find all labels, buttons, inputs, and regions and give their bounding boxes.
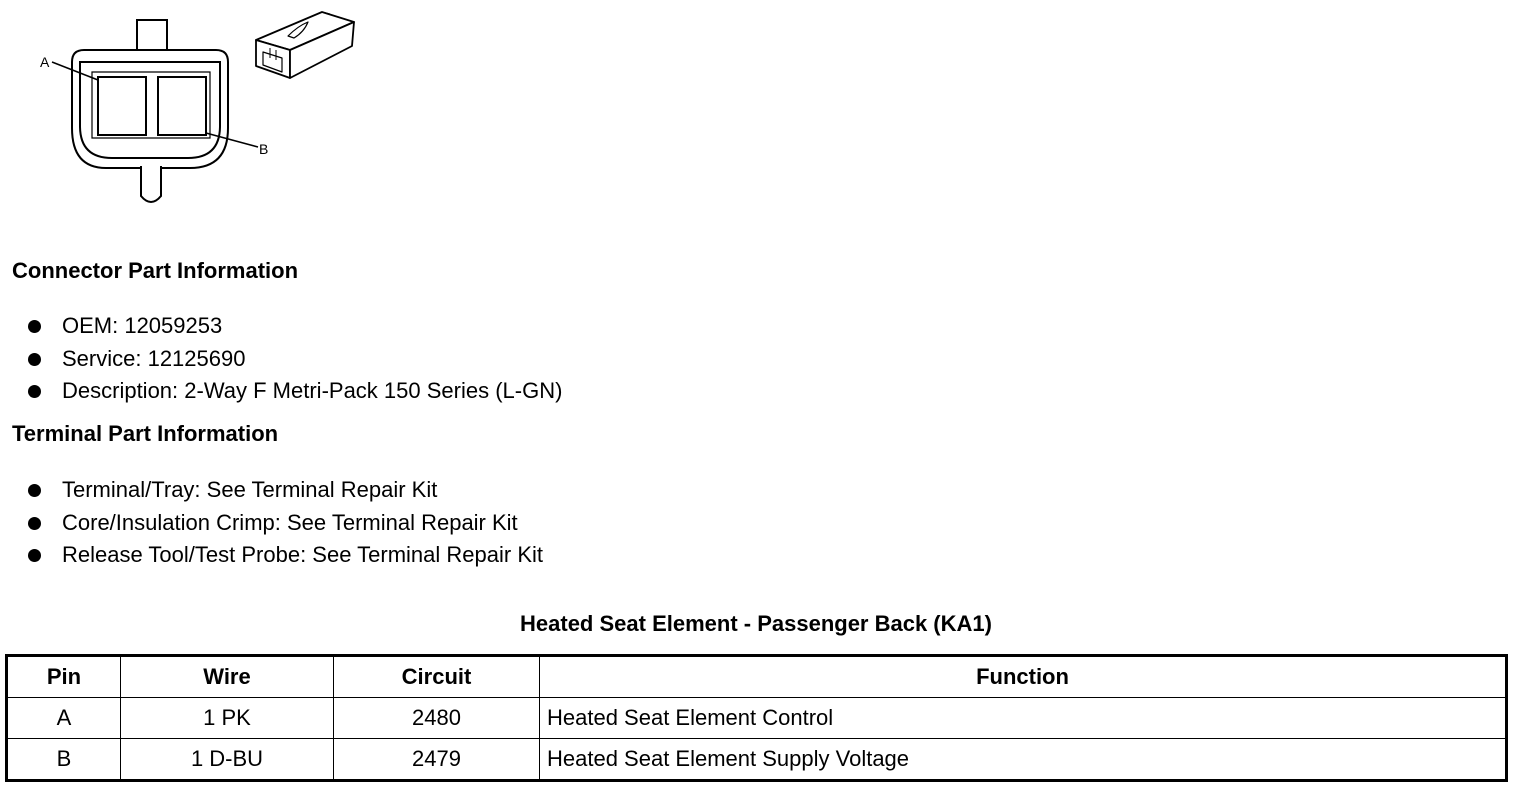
bullet-icon <box>28 353 41 366</box>
crimp-item: Core/Insulation Crimp: See Terminal Repair Kit <box>62 509 518 535</box>
wire-cell: 1 D-BU <box>121 739 334 781</box>
bullet-icon <box>28 320 41 333</box>
connector-info-heading: Connector Part Information <box>12 258 299 283</box>
connector-face-view <box>52 20 258 202</box>
bullet-icon <box>28 484 41 497</box>
pin-a-label: A <box>40 54 50 70</box>
column-header-pin: Pin <box>7 656 121 698</box>
table-header-row <box>7 656 1507 698</box>
bullet-icon <box>28 549 41 562</box>
pin-cell: B <box>7 739 121 781</box>
oem-item: OEM: 12059253 <box>62 313 223 338</box>
table-row <box>7 698 1507 739</box>
pin-b-label: B <box>259 141 269 157</box>
table-title: Heated Seat Element - Passenger Back (KA1) <box>520 611 992 636</box>
connector-isometric-view <box>256 12 354 78</box>
column-header-function: Function <box>540 656 1507 698</box>
service-item: Service: 12125690 <box>62 345 246 371</box>
list-item <box>28 311 562 344</box>
list-item <box>28 540 543 573</box>
column-header-circuit: Circuit <box>334 656 540 698</box>
terminal-info-heading: Terminal Part Information <box>12 421 279 446</box>
pin-cell: A <box>7 698 121 739</box>
column-header-wire: Wire <box>121 656 334 698</box>
list-item <box>28 376 562 409</box>
pinout-table <box>5 654 1508 782</box>
table-row <box>7 739 1507 781</box>
bullet-icon <box>28 385 41 398</box>
connector-diagram <box>0 0 380 215</box>
release-tool-item: Release Tool/Test Probe: See Terminal Repair Kit <box>62 542 543 567</box>
connector-info-list <box>28 311 562 409</box>
list-item <box>28 508 543 541</box>
terminal-info-list <box>28 475 543 573</box>
circuit-cell: 2479 <box>334 739 540 781</box>
bullet-icon <box>28 517 41 530</box>
list-item <box>28 475 543 508</box>
list-item <box>28 344 562 377</box>
circuit-cell: 2480 <box>334 698 540 739</box>
description-item: Description: 2-Way F Metri-Pack 150 Series (L-GN) <box>62 378 563 403</box>
function-cell: Heated Seat Element Supply Voltage <box>540 739 1507 781</box>
function-cell: Heated Seat Element Control <box>540 698 1507 739</box>
wire-cell: 1 PK <box>121 698 334 739</box>
terminal-tray-item: Terminal/Tray: See Terminal Repair Kit <box>62 477 438 502</box>
